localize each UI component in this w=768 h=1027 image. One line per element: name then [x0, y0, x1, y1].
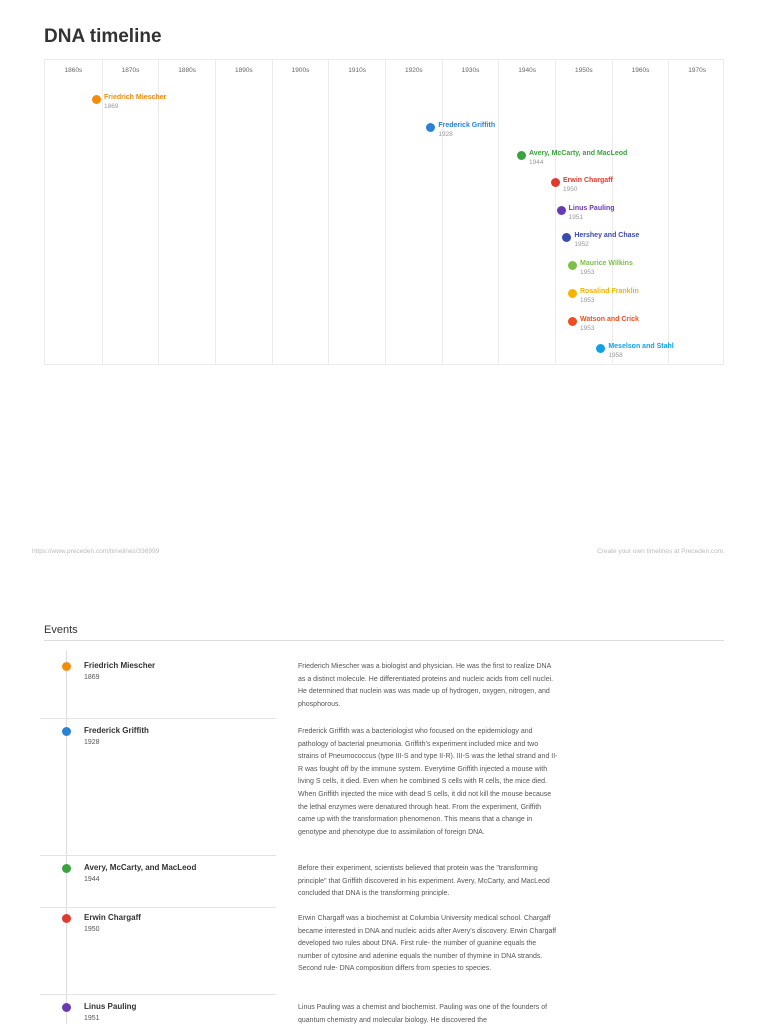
- decade-label: 1870s: [121, 67, 140, 74]
- event-description: Erwin Chargaff was a biochemist at Columbia University medical school. Chargaff became interested in DNA and nucleic acids after Avery's discovery. Erwin Chargaff developed two rules about DNA. First rule- the number of guanine equals the number of cytosine and adenine equals the number of thymine in DNA strands. Second rule- DNA composition differs from species to species.: [298, 915, 557, 973]
- page-title: DNA timeline: [44, 26, 162, 47]
- event-dot-icon: [92, 95, 101, 104]
- timeline-event-name: Watson and Crick: [580, 316, 639, 323]
- event-name: Avery, McCarty, and MacLeod: [84, 863, 197, 872]
- timeline-event-year: 1951: [568, 214, 584, 221]
- event-name: Frederick Griffith: [84, 726, 149, 735]
- timeline-event-name: Erwin Chargaff: [563, 177, 613, 184]
- event-name: Erwin Chargaff: [84, 913, 141, 922]
- timeline-event-year: 1869: [104, 103, 119, 110]
- decade-label: 1940s: [518, 67, 537, 74]
- timeline-event-year: 1950: [563, 186, 578, 193]
- event-name: Linus Pauling: [84, 1002, 137, 1011]
- event-separator: [40, 855, 276, 856]
- preceden-url-link[interactable]: https://www.preceden.com/timelines/336999: [32, 548, 160, 555]
- decade-label: 1890s: [234, 67, 253, 74]
- timeline-event-year: 1953: [580, 297, 595, 304]
- decade-label: 1970s: [688, 67, 707, 74]
- event-dot-icon: [568, 317, 577, 326]
- event-year: 1951: [84, 1015, 100, 1022]
- timeline-event-name: Rosalind Franklin: [580, 288, 639, 295]
- event-separator: [40, 994, 276, 995]
- decade-column: [668, 60, 725, 364]
- event-dot-icon: [568, 289, 577, 298]
- event-dot-icon: [517, 151, 526, 160]
- event-description: Friederich Miescher was a biologist and physician. He was the first to realize DNA as a distinct molecule. He differentiated proteins and nucleic acids from cell nuclei. He determined that nuclein was was made up of hydrogen, oxygen, nitrogen, and phosphorous.: [298, 663, 554, 708]
- events-divider: [44, 640, 724, 641]
- event-year: 1944: [84, 876, 100, 883]
- timeline-event-name: Linus Pauling: [568, 205, 615, 212]
- event-separator: [40, 907, 276, 908]
- event-name: Friedrich Miescher: [84, 661, 156, 670]
- event-year: 1869: [84, 674, 100, 681]
- events-heading: Events: [44, 624, 78, 636]
- timeline-event-year: 1944: [529, 159, 544, 166]
- event-dot-icon: [62, 1003, 71, 1012]
- decade-column: [328, 60, 385, 364]
- timeline-event-year: 1928: [438, 131, 453, 138]
- decade-label: 1950s: [574, 67, 593, 74]
- events-vertical-line: [66, 650, 67, 1024]
- timeline-event-year: 1958: [608, 352, 623, 359]
- decade-column: [158, 60, 215, 364]
- decade-label: 1860s: [64, 67, 83, 74]
- decade-column: [498, 60, 555, 364]
- decade-label: 1960s: [631, 67, 650, 74]
- event-dot-icon: [62, 864, 71, 873]
- timeline-event-name: Meselson and Stahl: [608, 343, 674, 350]
- decade-label: 1900s: [291, 67, 310, 74]
- event-dot-icon: [62, 914, 71, 923]
- event-year: 1928: [84, 739, 100, 746]
- create-timeline-link[interactable]: Create your own timelines at Preceden.com.: [597, 548, 725, 555]
- event-dot-icon: [62, 727, 71, 736]
- timeline-event-name: Frederick Griffith: [438, 122, 496, 129]
- event-description: Frederick Griffith was a bacteriologist who focused on the epidemiology and pathology of bacterial pneumonia. Griffith's experiment included mice and two strains of Pneumococcus (type III-S and type II-R). III-S was the lethal strand and II-R was fought off by the immune system. Everytime Griffith injected a mouse with living S cells, it died. Even when he combined S cells with R cells, the mice died. When Griffith injected the mice with dead S cells, it did not kill the mouse because the lethal enzymes were denatured through heat. From the experiment, Griffith came up with the transformation phenomenon. This means that a change in genotype and phenotype due to assimilation of foreign DNA.: [298, 728, 558, 836]
- event-dot-icon: [62, 662, 71, 671]
- timeline-event-name: Hershey and Chase: [574, 232, 640, 239]
- decade-column: [442, 60, 499, 364]
- event-dot-icon: [568, 261, 577, 270]
- decade-label: 1910s: [348, 67, 367, 74]
- timeline-event-year: 1952: [574, 241, 589, 248]
- timeline-event-year: 1953: [580, 269, 595, 276]
- decade-column: [45, 60, 102, 364]
- decade-label: 1920s: [404, 67, 423, 74]
- event-separator: [40, 718, 276, 719]
- timeline-event-name: Maurice Wilkins: [580, 260, 633, 267]
- event-description: Before their experiment, scientists believed that protein was the "transforming principle" that Griffith discovered in his experiment. Avery, McCarty, and MacLeod concluded that DNA is the transforming principle.: [298, 865, 550, 898]
- timeline-event-year: 1953: [580, 325, 595, 332]
- decade-column: [385, 60, 442, 364]
- event-description: Linus Pauling was a chemist and biochemist. Pauling was one of the founders of quantum chemistry and molecular biology. He discovered the: [298, 1004, 548, 1024]
- timeline-chart: [44, 59, 724, 365]
- event-year: 1950: [84, 926, 100, 933]
- decade-label: 1880s: [178, 67, 197, 74]
- event-dot-icon: [551, 178, 560, 187]
- event-dot-icon: [557, 206, 566, 215]
- decade-column: [272, 60, 329, 364]
- timeline-event-name: Friedrich Miescher: [104, 94, 167, 101]
- timeline-event-name: Avery, McCarty, and MacLeod: [529, 150, 628, 157]
- decade-label: 1930s: [461, 67, 480, 74]
- decade-column: [215, 60, 272, 364]
